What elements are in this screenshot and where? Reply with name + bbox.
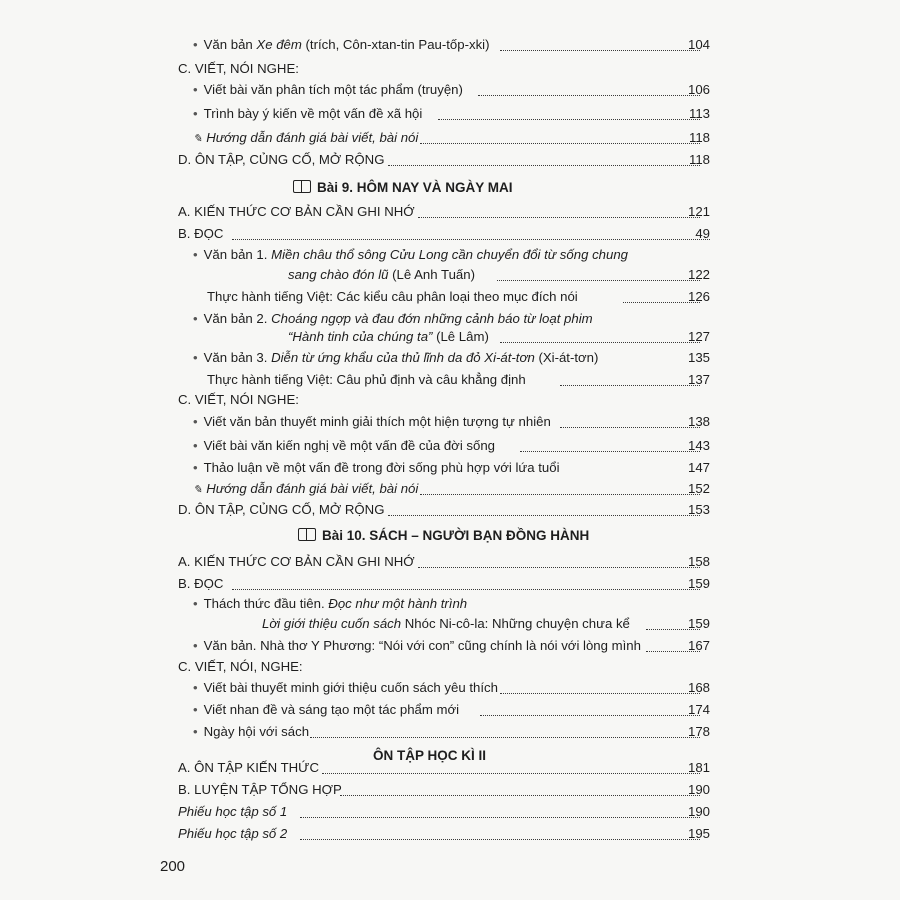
toc-entry: • Viết bài văn phân tích một tác phẩm (truyện) 106 bbox=[193, 82, 710, 97]
toc-entry: ✎ Hướng dẫn đánh giá bài viết, bài nói 152 bbox=[193, 481, 710, 496]
toc-entry: Phiếu học tập số 1 190 bbox=[178, 804, 710, 819]
toc-section: B. ĐỌC 159 bbox=[178, 576, 710, 591]
lesson-heading: Bài 10. SÁCH – NGƯỜI BẠN ĐỒNG HÀNH bbox=[0, 524, 900, 548]
toc-section: C. VIẾT, NÓI NGHE: bbox=[178, 392, 299, 407]
toc-entry: • Ngày hội với sách 178 bbox=[193, 724, 710, 739]
toc-entry: • Trình bày ý kiến về một vấn đề xã hội 113 bbox=[193, 106, 710, 121]
pencil-icon: ✎ bbox=[193, 133, 203, 145]
toc-section: D. ÔN TẬP, CỦNG CỐ, MỞ RỘNG 153 bbox=[178, 502, 710, 517]
page-number: 200 bbox=[160, 858, 186, 875]
toc-entry: Thực hành tiếng Việt: Câu phủ định và câu khẳng định 137 bbox=[207, 372, 710, 387]
toc-entry: • Thảo luận về một vấn đề trong đời sống phù hợp với lứa tuổi 147 bbox=[193, 460, 710, 475]
lesson-heading: Bài 9. HÔM NAY VÀ NGÀY MAI bbox=[0, 176, 900, 200]
toc-entry: • Văn bản Xe đêm (trích, Côn-xtan-tin Pau-tốp-xki) 104 bbox=[193, 37, 710, 52]
toc-entry: “Hành tinh của chúng ta” (Lê Lâm) 127 bbox=[288, 329, 710, 344]
toc-section: A. KIẾN THỨC CƠ BẢN CẦN GHI NHỚ 158 bbox=[178, 554, 710, 569]
toc-entry: • Văn bản 2. Choáng ngợp và đau đớn những cảnh báo từ loạt phim bbox=[193, 311, 593, 326]
toc-entry: • Văn bản 1. Miền châu thổ sông Cửu Long cần chuyển đổi từ sống chung bbox=[193, 247, 628, 262]
toc-entry: • Thách thức đầu tiên. Đọc như một hành trình bbox=[193, 596, 468, 611]
book-icon bbox=[298, 528, 316, 541]
toc-entry: • Viết bài văn kiến nghị về một vấn đề của đời sống 143 bbox=[193, 438, 710, 453]
toc-section: D. ÔN TẬP, CỦNG CỐ, MỞ RỘNG 118 bbox=[178, 152, 710, 167]
toc-section: A. KIẾN THỨC CƠ BẢN CẦN GHI NHỚ 121 bbox=[178, 204, 710, 219]
toc-entry: sang chào đón lũ (Lê Anh Tuấn) 122 bbox=[288, 267, 710, 282]
toc-entry: Phiếu học tập số 2 195 bbox=[178, 826, 710, 841]
toc-section: A. ÔN TẬP KIẾN THỨC 181 bbox=[178, 760, 710, 775]
toc-section: B. LUYỆN TẬP TỔNG HỢP 190 bbox=[178, 782, 710, 797]
toc-entry: • Văn bản 3. Diễn từ ứng khẩu của thủ lĩnh da đỏ Xi-át-tơn (Xi-át-tơn) 135 bbox=[193, 350, 710, 365]
toc-section: B. ĐỌC 49 bbox=[178, 226, 710, 241]
toc-section: C. VIẾT, NÓI, NGHE: bbox=[178, 659, 303, 674]
toc-entry: Thực hành tiếng Việt: Các kiểu câu phân loại theo mục đích nói 126 bbox=[207, 289, 710, 304]
toc-entry: • Văn bản. Nhà thơ Y Phương: “Nói với con” cũng chính là nói với lòng mình 167 bbox=[193, 638, 710, 653]
toc-entry: Lời giới thiệu cuốn sách Nhóc Ni-cô-la: Những chuyện chưa kể 159 bbox=[262, 616, 710, 631]
book-icon bbox=[293, 180, 311, 193]
toc-entry: • Viết văn bản thuyết minh giải thích một hiện tượng tự nhiên 138 bbox=[193, 414, 710, 429]
review-heading: ÔN TẬP HỌC KÌ II bbox=[373, 748, 487, 763]
pencil-icon: ✎ bbox=[193, 484, 203, 496]
toc-entry: ✎ Hướng dẫn đánh giá bài viết, bài nói 118 bbox=[193, 130, 710, 145]
toc-entry: • Viết nhan đề và sáng tạo một tác phẩm mới 174 bbox=[193, 702, 710, 717]
toc-entry: • Viết bài thuyết minh giới thiệu cuốn sách yêu thích 168 bbox=[193, 680, 710, 695]
toc-section: C. VIẾT, NÓI NGHE: bbox=[178, 61, 299, 76]
